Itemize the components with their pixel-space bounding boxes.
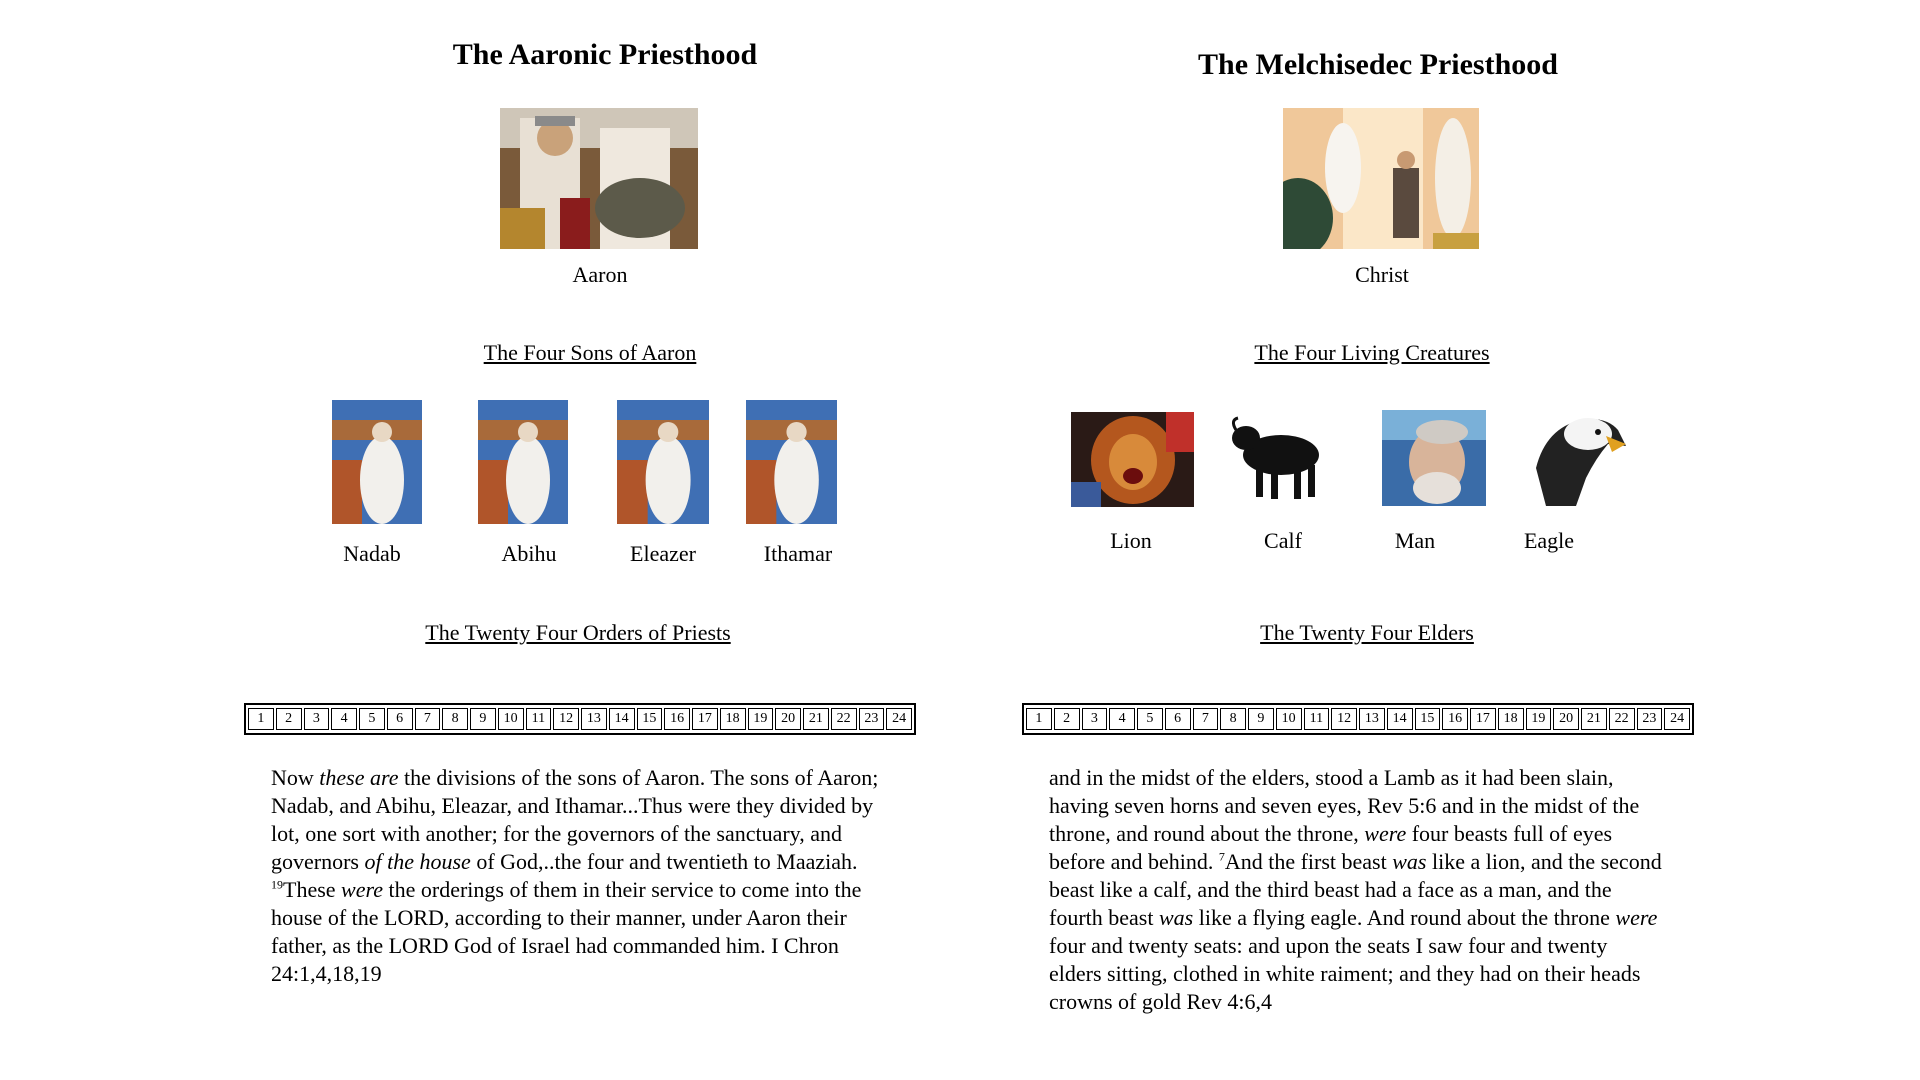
passage-text: of God,..the four and twentieth to Maaziah. bbox=[470, 849, 858, 874]
verse-number: 7 bbox=[1218, 849, 1225, 864]
number-cell: 18 bbox=[1498, 708, 1524, 730]
number-cell: 12 bbox=[1331, 708, 1357, 730]
number-cell: 2 bbox=[1054, 708, 1080, 730]
aaronic-passage bbox=[271, 764, 886, 988]
creature-lion-label: Lion bbox=[1110, 528, 1152, 553]
melchisedec-title: The Melchisedec Priesthood bbox=[1198, 48, 1558, 81]
italic-word: were bbox=[1615, 905, 1658, 930]
creature-eagle-label: Eagle bbox=[1523, 528, 1575, 553]
number-cell: 15 bbox=[637, 708, 663, 730]
son-abihu-label: Abihu bbox=[501, 541, 557, 566]
calf-image bbox=[1226, 410, 1332, 505]
christ-caption: Christ bbox=[1355, 262, 1409, 287]
number-cell: 8 bbox=[1220, 708, 1246, 730]
passage-text: And the first beast bbox=[1224, 849, 1393, 874]
number-cell: 24 bbox=[886, 708, 912, 730]
son-eleazer-label: Eleazer bbox=[630, 541, 696, 566]
passage-text: four and twenty seats: and upon the seats I saw four and twenty elders sitting, clothed in white raiment; and they had on their heads crowns of gold Rev 4:6,4 bbox=[1049, 933, 1641, 1014]
orders-heading: The Twenty Four Orders of Priests bbox=[425, 620, 731, 645]
italic-word: were bbox=[1364, 821, 1407, 846]
number-cell: 11 bbox=[526, 708, 552, 730]
number-cell: 23 bbox=[1637, 708, 1663, 730]
number-cell: 16 bbox=[664, 708, 690, 730]
verse-number: 19 bbox=[271, 877, 283, 892]
passage-text: and in the midst of the elders, stood a Lamb as it had been slain, having seven horns and seven eyes, Rev 5:6 and in the midst of the throne, and round about the throne, bbox=[1049, 765, 1640, 846]
number-cell: 3 bbox=[1082, 708, 1108, 730]
number-cell: 13 bbox=[1359, 708, 1385, 730]
number-cell: 10 bbox=[498, 708, 524, 730]
ithamar-image bbox=[746, 400, 837, 524]
number-cell: 23 bbox=[859, 708, 885, 730]
eagle-image bbox=[1526, 408, 1630, 506]
number-cell: 19 bbox=[1526, 708, 1552, 730]
number-cell: 2 bbox=[276, 708, 302, 730]
italic-word: of the house bbox=[364, 849, 471, 874]
number-cell: 13 bbox=[581, 708, 607, 730]
passage-text: four beasts full of eyes before and behind. bbox=[1049, 821, 1613, 874]
number-cell: 6 bbox=[1165, 708, 1191, 730]
number-cell: 17 bbox=[1470, 708, 1496, 730]
passage-text: These bbox=[283, 877, 342, 902]
italic-word: was bbox=[1158, 905, 1194, 930]
aaron-image bbox=[500, 108, 698, 249]
number-cell: 3 bbox=[304, 708, 330, 730]
number-cell: 20 bbox=[1553, 708, 1579, 730]
aaron-caption: Aaron bbox=[572, 262, 628, 287]
number-cell: 14 bbox=[1387, 708, 1413, 730]
number-cell: 20 bbox=[775, 708, 801, 730]
number-cell: 19 bbox=[748, 708, 774, 730]
priest-orders-number-row bbox=[244, 703, 916, 735]
number-cell: 17 bbox=[692, 708, 718, 730]
number-cell: 7 bbox=[415, 708, 441, 730]
passage-text: Now bbox=[271, 765, 320, 790]
italic-word: these are bbox=[319, 765, 399, 790]
number-cell: 5 bbox=[1137, 708, 1163, 730]
passage-text: like a flying eagle. And round about the throne bbox=[1193, 905, 1616, 930]
number-cell: 9 bbox=[470, 708, 496, 730]
passage-text: the divisions of the sons of Aaron. The sons of Aaron; Nadab, and Abihu, Eleazar, and Ithamar...Thus were they divided by lot, one sort with another; for the governors of the sanctuary, and governors bbox=[271, 765, 879, 874]
number-cell: 24 bbox=[1664, 708, 1690, 730]
creature-calf-label: Calf bbox=[1264, 528, 1302, 553]
number-cell: 1 bbox=[248, 708, 274, 730]
number-cell: 9 bbox=[1248, 708, 1274, 730]
sons-heading: The Four Sons of Aaron bbox=[483, 340, 697, 365]
number-cell: 22 bbox=[831, 708, 857, 730]
number-cell: 1 bbox=[1026, 708, 1052, 730]
lion-image bbox=[1071, 412, 1194, 507]
abihu-image bbox=[478, 400, 568, 524]
number-cell: 6 bbox=[387, 708, 413, 730]
eleazer-image bbox=[617, 400, 709, 524]
elders-number-row bbox=[1022, 703, 1694, 735]
number-cell: 16 bbox=[1442, 708, 1468, 730]
number-cell: 4 bbox=[1109, 708, 1135, 730]
number-cell: 14 bbox=[609, 708, 635, 730]
man-image bbox=[1382, 410, 1486, 506]
son-ithamar-label: Ithamar bbox=[763, 541, 833, 566]
number-cell: 15 bbox=[1415, 708, 1441, 730]
christ-image bbox=[1283, 108, 1479, 249]
italic-word: was bbox=[1392, 849, 1427, 874]
passage-text: the orderings of them in their service to come into the house of the LORD, according to their manner, under Aaron their father, as the LORD God of Israel had commanded him. I Chron 24:1,4,18,19 bbox=[271, 877, 862, 986]
creature-man-label: Man bbox=[1394, 528, 1436, 553]
son-nadab-label: Nadab bbox=[343, 541, 401, 566]
revelation-passage bbox=[1049, 764, 1664, 1016]
number-cell: 21 bbox=[803, 708, 829, 730]
number-cell: 4 bbox=[331, 708, 357, 730]
number-cell: 10 bbox=[1276, 708, 1302, 730]
nadab-image bbox=[332, 400, 422, 524]
number-cell: 18 bbox=[720, 708, 746, 730]
number-cell: 5 bbox=[359, 708, 385, 730]
passage-text: like a lion, and the second beast like a calf, and the third beast had a face as a man, and the fourth beast bbox=[1049, 849, 1662, 930]
italic-word: were bbox=[341, 877, 383, 902]
creatures-heading: The Four Living Creatures bbox=[1254, 340, 1490, 365]
number-cell: 21 bbox=[1581, 708, 1607, 730]
number-cell: 7 bbox=[1193, 708, 1219, 730]
number-cell: 11 bbox=[1304, 708, 1330, 730]
elders-heading: The Twenty Four Elders bbox=[1260, 620, 1474, 645]
aaronic-title: The Aaronic Priesthood bbox=[452, 38, 758, 71]
number-cell: 8 bbox=[442, 708, 468, 730]
number-cell: 22 bbox=[1609, 708, 1635, 730]
number-cell: 12 bbox=[553, 708, 579, 730]
